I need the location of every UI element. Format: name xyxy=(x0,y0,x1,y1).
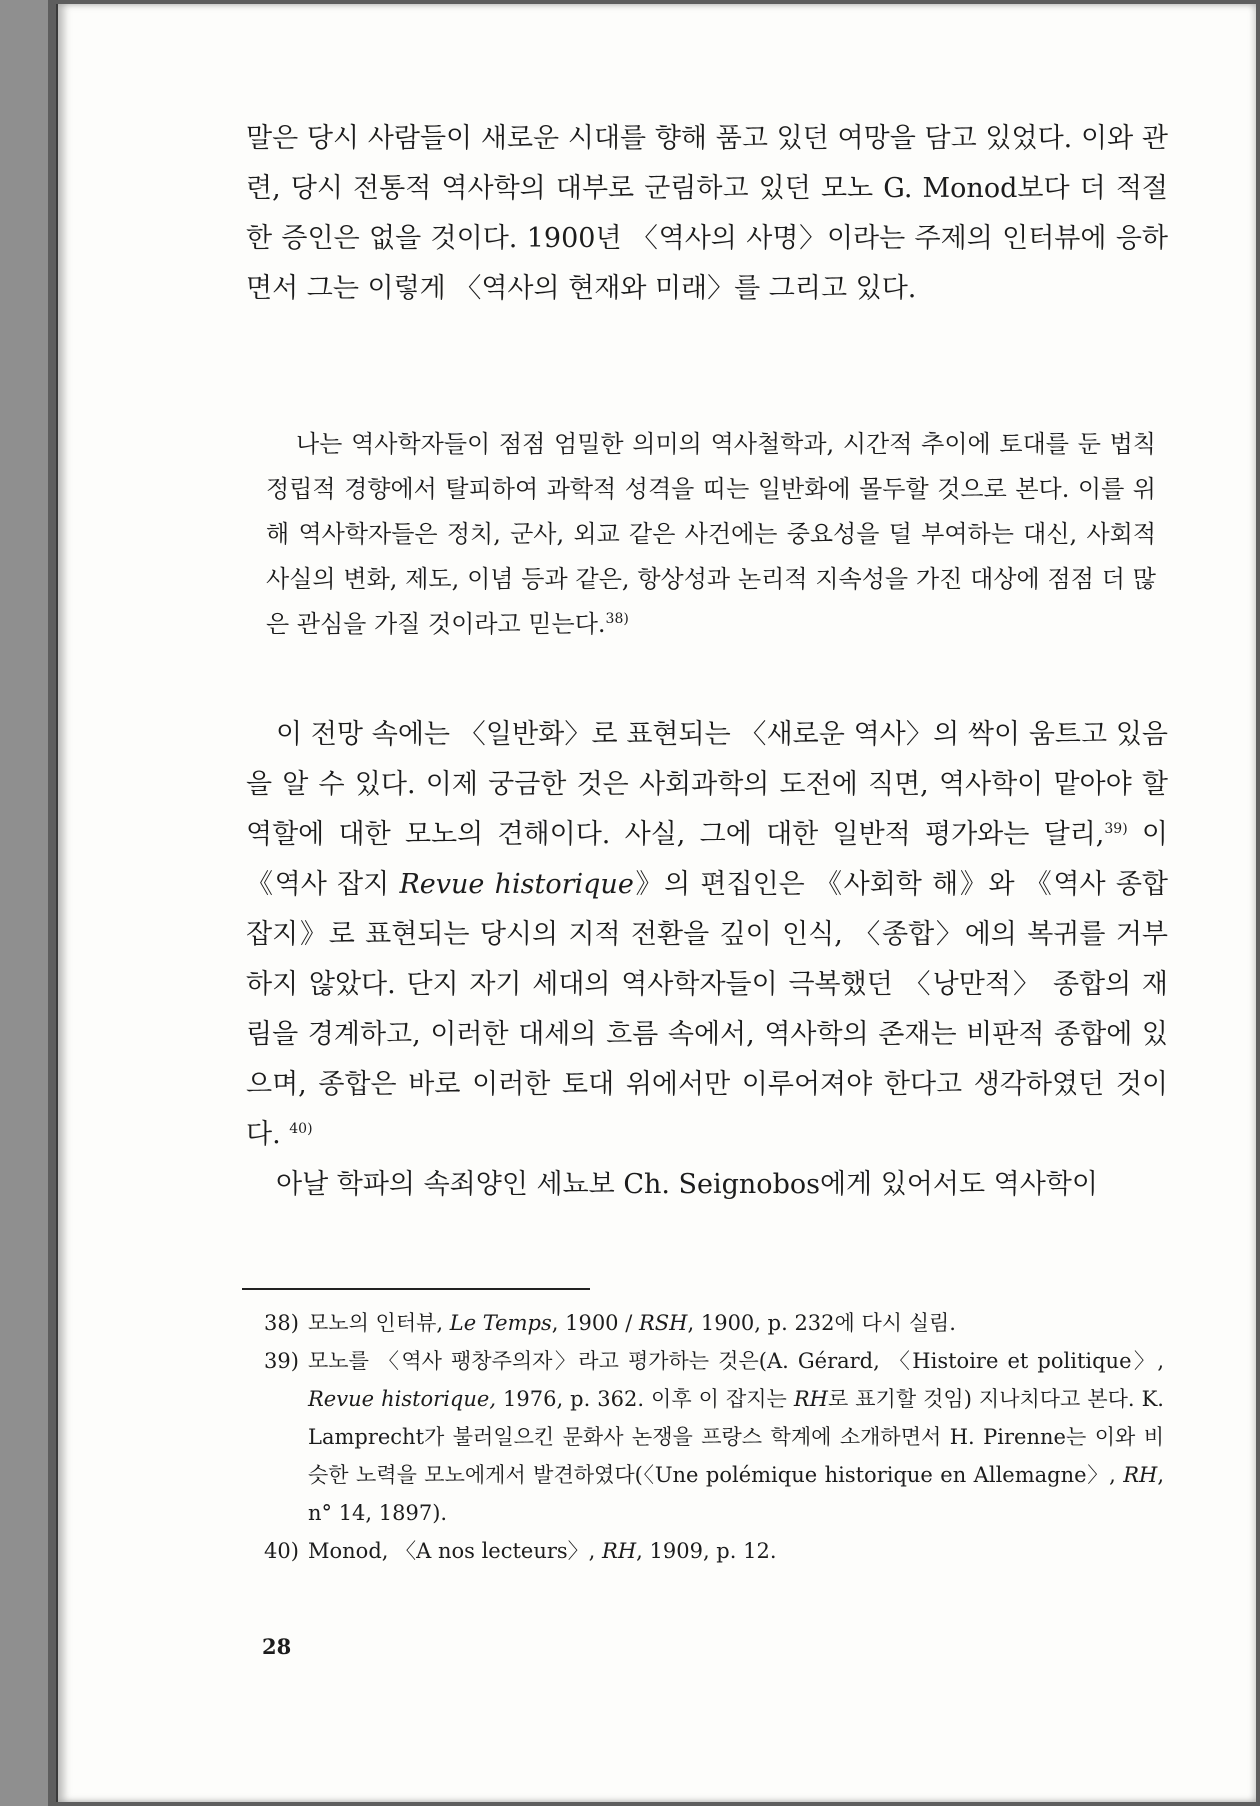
footnote-number: 40) xyxy=(264,1539,299,1563)
footnote-number: 38) xyxy=(264,1311,299,1335)
footnote-39-f: RH xyxy=(1123,1463,1158,1487)
body-paragraph-2-part1: 이 전망 속에는 〈일반화〉로 표현되는 〈새로운 역사〉의 싹이 움트고 있음을 알 수 있다. 이제 궁금한 것은 사회과학의 도전에 직면, 역사학이 맡아야 할 역할에 대한 모노의 견해이다. 사실, 그에 대한 일반적 평가와는 달리, xyxy=(246,719,1168,850)
footnote-39 xyxy=(264,1342,1164,1532)
footnotes xyxy=(264,1304,1164,1570)
footnote-40-a: Monod, 〈A nos lecteurs〉, xyxy=(308,1539,603,1563)
footnote-38-a: 모노의 인터뷰, xyxy=(308,1311,450,1335)
footnote-text xyxy=(308,1532,1164,1570)
footnote-38 xyxy=(264,1304,1164,1342)
body-paragraph-3: 아날 학파의 속죄양인 세뇨보 Ch. Seignobos에게 있어서도 역사학이 xyxy=(276,1169,1098,1200)
body-paragraphs-2 xyxy=(246,710,1168,1210)
page-number: 28 xyxy=(262,1634,292,1659)
footnote-38-e: , 1900, p. 232에 다시 실림. xyxy=(687,1311,956,1335)
footnote-38-d: RSH xyxy=(638,1311,688,1335)
footnote-39-b: Revue historique, xyxy=(308,1387,496,1411)
body-paragraph-2-part2: 이 《역사 잡지 xyxy=(246,819,1169,900)
footnote-39-d: RH xyxy=(793,1387,828,1411)
footnote-40-b: RH xyxy=(602,1539,637,1563)
block-quote xyxy=(266,422,1156,647)
footnote-39-c: 1976, p. 362. 이후 이 잡지는 xyxy=(496,1387,794,1411)
footnote-text xyxy=(308,1342,1164,1532)
footnote-39-e: 로 표기할 것임) 지나치다고 본다. K. Lamprecht가 불러일으킨 문화사 논쟁을 프랑스 학계에 소개하면서 H. Pirenne는 이와 비슷한 노력을 모노에게서 발견하였다(〈Une polémique historique en Allemagne〉, xyxy=(308,1387,1164,1487)
journal-title: Revue historique xyxy=(399,869,634,900)
book-page xyxy=(56,4,1256,1802)
footnote-40 xyxy=(264,1532,1164,1570)
footnote-ref-38[interactable]: 38) xyxy=(605,611,629,627)
block-quote-paragraph xyxy=(266,422,1156,647)
footnote-38-b: Le Temps xyxy=(449,1311,552,1335)
footnote-text xyxy=(308,1304,1164,1342)
body-paragraph-1 xyxy=(246,114,1168,314)
block-quote-text: 나는 역사학자들이 점점 엄밀한 의미의 역사철학과, 시간적 추이에 토대를 둔 법칙 정립적 경향에서 탈피하여 과학적 성격을 띠는 일반화에 몰두할 것으로 본다. 이를 위해 역사학자들은 정치, 군사, 외교 같은 사건에는 중요성을 덜 부여하는 대신, 사회적 사실의 변화, 제도, 이념 등과 같은, 항상성과 논리적 지속성을 가진 대상에 점점 더 많은 관심을 가질 것이라고 믿는다. xyxy=(266,430,1156,638)
footnote-number: 39) xyxy=(264,1349,299,1373)
footnote-39-a: 모노를 〈역사 팽창주의자〉라고 평가하는 것은(A. Gérard, 〈Histoire et politique〉, xyxy=(308,1349,1164,1373)
footnote-ref-40[interactable]: 40) xyxy=(289,1121,313,1137)
body-paragraph-1-text: 말은 당시 사람들이 새로운 시대를 향해 품고 있던 여망을 담고 있었다. 이와 관련, 당시 전통적 역사학의 대부로 군림하고 있던 모노 G. Monod보다 더 적절한 증인은 없을 것이다. 1900년 〈역사의 사명〉이라는 주제의 인터뷰에 응하면서 그는 이렇게 〈역사의 현재와 미래〉를 그리고 있다. xyxy=(246,123,1168,304)
footnote-ref-39[interactable]: 39) xyxy=(1104,821,1128,837)
footnote-38-c: , 1900 / xyxy=(551,1311,639,1335)
footnote-divider xyxy=(242,1288,590,1290)
body-paragraph-2-part3: 》의 편집인은 《사회학 해》와 《역사 종합 잡지》로 표현되는 당시의 지적 전환을 깊이 인식, 〈종합〉에의 복귀를 거부하지 않았다. 단지 자기 세대의 역사학자들이 극복했던 〈낭만적〉 종합의 재림을 경계하고, 이러한 대세의 흐름 속에서, 역사학의 존재는 비판적 종합에 있으며, 종합은 바로 이러한 토대 위에서만 이루어져야 한다고 생각하였던 것이다. xyxy=(246,869,1168,1150)
footnote-39-g: , n° 14, 1897). xyxy=(308,1463,1164,1525)
footnote-40-c: , 1909, p. 12. xyxy=(636,1539,777,1563)
body-paragraph-2 xyxy=(246,710,1168,1160)
